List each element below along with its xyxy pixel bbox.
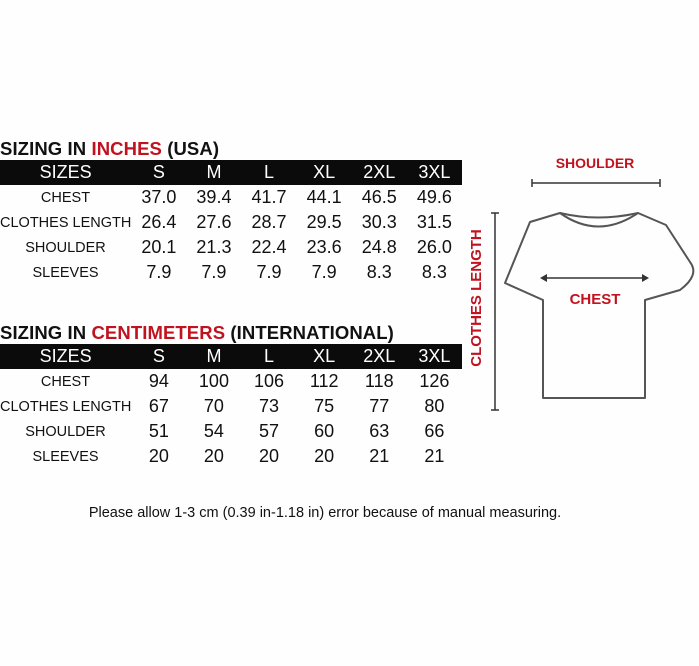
table-cell: 28.7	[251, 212, 287, 232]
row-label: CHEST	[40, 373, 91, 390]
centimeters-heading-prefix: SIZING IN	[0, 322, 92, 343]
table-cell: 7.9	[256, 262, 282, 282]
table-cell: 20	[259, 446, 280, 466]
table-cell: 37.0	[141, 187, 177, 207]
chest-measure-arrow	[540, 274, 649, 282]
header-cell: L	[264, 162, 275, 182]
table-cell: 39.4	[196, 187, 232, 207]
table-row	[0, 419, 462, 444]
table-cell: 20.1	[141, 237, 177, 257]
table-cell: 112	[309, 371, 339, 391]
header-cell: XL	[313, 162, 336, 182]
table-cell: 29.5	[306, 212, 342, 232]
row-label: SLEEVES	[32, 264, 99, 281]
header-cell: L	[264, 346, 275, 366]
header-cell: 2XL	[363, 162, 396, 182]
table-cell: 54	[203, 421, 224, 441]
table-cell: 57	[259, 421, 280, 441]
table-row	[0, 369, 462, 394]
row-label: CLOTHES LENGTH	[0, 398, 132, 415]
tshirt-measurement-diagram	[470, 145, 699, 425]
table-cell: 26.0	[416, 237, 452, 257]
row-label: CHEST	[40, 189, 91, 206]
inches-size-chart	[0, 138, 462, 285]
table-cell: 75	[314, 396, 335, 416]
centimeters-header-row	[0, 344, 462, 369]
table-cell: 30.3	[361, 212, 397, 232]
table-cell: 24.8	[361, 237, 397, 257]
table-cell: 106	[254, 371, 285, 391]
header-cell: 3XL	[418, 162, 451, 182]
inches-heading-suffix: (USA)	[161, 138, 220, 159]
table-cell: 73	[259, 396, 280, 416]
header-cell: M	[206, 346, 222, 366]
row-label: CLOTHES LENGTH	[0, 214, 132, 231]
table-cell: 7.9	[146, 262, 172, 282]
header-cell: S	[152, 346, 165, 366]
table-cell: 63	[369, 421, 390, 441]
centimeters-heading	[0, 322, 462, 344]
table-cell: 20	[314, 446, 335, 466]
table-cell: 7.9	[311, 262, 337, 282]
header-cell: S	[152, 162, 165, 182]
length-measure-line	[491, 213, 499, 410]
clothes-length-label: CLOTHES LENGTH	[468, 229, 485, 367]
table-cell: 8.3	[366, 262, 392, 282]
table-cell: 20	[203, 446, 224, 466]
table-cell: 77	[369, 396, 390, 416]
table-cell: 27.6	[196, 212, 232, 232]
shoulder-label: SHOULDER	[555, 155, 635, 171]
table-cell: 21	[369, 446, 390, 466]
row-label: SHOULDER	[25, 423, 106, 440]
table-cell: 60	[314, 421, 335, 441]
header-cell: 2XL	[363, 346, 396, 366]
centimeters-heading-unit: CENTIMETERS	[91, 322, 226, 343]
inches-header-row	[0, 160, 462, 185]
table-cell: 70	[203, 396, 224, 416]
table-cell: 51	[148, 421, 169, 441]
chest-label: CHEST	[569, 291, 621, 308]
header-cell: SIZES	[39, 346, 92, 366]
table-cell: 8.3	[421, 262, 447, 282]
table-cell: 67	[148, 396, 169, 416]
row-label: SHOULDER	[25, 239, 106, 256]
header-cell: XL	[313, 346, 336, 366]
table-row	[0, 185, 462, 210]
inches-heading-unit: INCHES	[91, 138, 162, 159]
row-label: SLEEVES	[32, 448, 99, 465]
table-cell: 22.4	[251, 237, 287, 257]
inches-heading	[0, 138, 462, 160]
table-cell: 80	[424, 396, 445, 416]
table-cell: 66	[424, 421, 445, 441]
centimeters-size-chart	[0, 322, 462, 469]
inches-table	[0, 160, 462, 285]
table-cell: 21.3	[196, 237, 232, 257]
centimeters-heading-suffix: (INTERNATIONAL)	[225, 322, 394, 343]
header-cell: M	[206, 162, 222, 182]
table-cell: 31.5	[416, 212, 452, 232]
centimeters-table	[0, 344, 462, 469]
measurement-note: Please allow 1-3 cm (0.39 in-1.18 in) error because of manual measuring.	[88, 505, 562, 521]
table-cell: 7.9	[201, 262, 227, 282]
table-row	[0, 235, 462, 260]
table-cell: 41.7	[251, 187, 287, 207]
table-cell: 26.4	[141, 212, 177, 232]
table-row	[0, 210, 462, 235]
table-cell: 20	[148, 446, 169, 466]
header-cell: SIZES	[39, 162, 92, 182]
inches-heading-prefix: SIZING IN	[0, 138, 92, 159]
table-cell: 94	[148, 371, 169, 391]
table-cell: 100	[198, 371, 229, 391]
table-cell: 44.1	[306, 187, 342, 207]
table-cell: 126	[419, 371, 450, 391]
shoulder-measure-line	[532, 179, 660, 187]
table-row	[0, 444, 462, 469]
table-cell: 46.5	[361, 187, 397, 207]
table-cell: 23.6	[306, 237, 342, 257]
header-cell: 3XL	[418, 346, 451, 366]
table-cell: 118	[364, 371, 394, 391]
table-row	[0, 394, 462, 419]
table-cell: 21	[424, 446, 445, 466]
table-row	[0, 260, 462, 285]
table-cell: 49.6	[416, 187, 452, 207]
